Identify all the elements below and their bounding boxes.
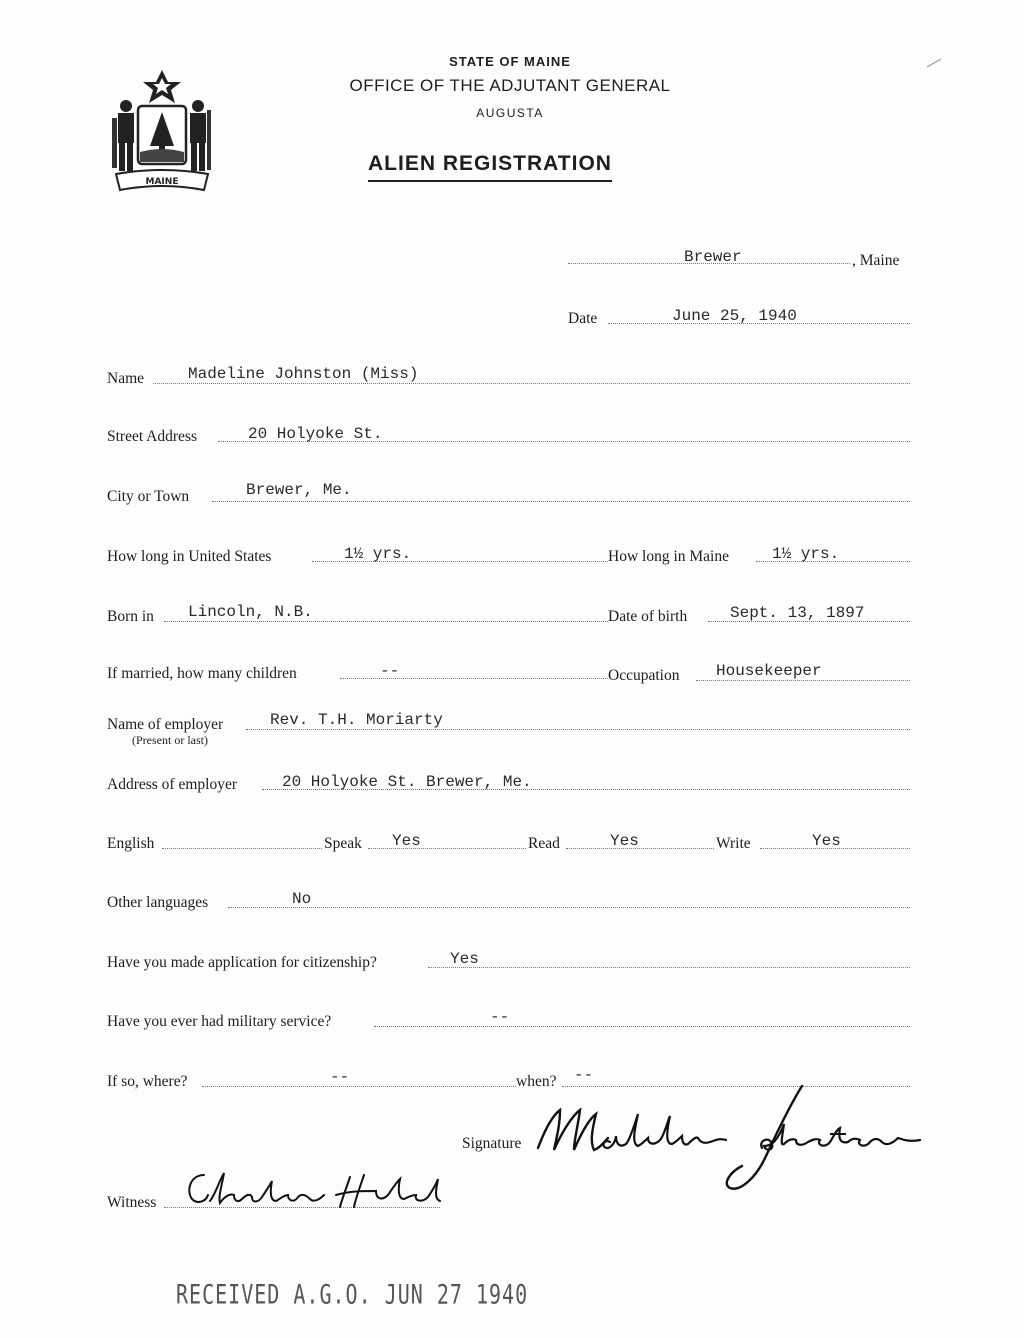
- born-in-label: Born in: [107, 608, 154, 625]
- city-label: City or Town: [107, 488, 190, 505]
- employer-address-value: 20 Holyoke St. Brewer, Me.: [282, 773, 532, 791]
- speak-value: Yes: [392, 832, 421, 850]
- pencil-tick-mark-icon: [926, 58, 942, 68]
- employer-address-label: Address of employer: [107, 776, 237, 793]
- other-languages-label: Other languages: [107, 894, 209, 911]
- city-value: Brewer, Me.: [246, 481, 352, 499]
- signature-label: Signature: [462, 1135, 522, 1152]
- occupation-label: Occupation: [608, 667, 680, 684]
- when-label: when?: [516, 1073, 557, 1090]
- street-value: 20 Holyoke St.: [248, 425, 383, 443]
- received-stamp: RECEIVED A.G.O. JUN 27 1940: [176, 1278, 529, 1311]
- witness-label: Witness: [107, 1194, 157, 1211]
- write-value: Yes: [812, 832, 841, 850]
- military-label: Have you ever had military service?: [107, 1013, 332, 1030]
- seal-banner-text: MAINE: [145, 177, 179, 187]
- english-label: English: [107, 835, 155, 852]
- born-in-line: [164, 621, 608, 622]
- born-in-value: Lincoln, N.B.: [188, 603, 313, 621]
- write-label: Write: [716, 835, 751, 852]
- handwritten-signature-johnston: [530, 1080, 960, 1200]
- speak-label: Speak: [324, 835, 362, 852]
- where-value: --: [330, 1068, 350, 1086]
- state-heading: STATE OF MAINE: [449, 54, 571, 69]
- street-label: Street Address: [107, 428, 197, 445]
- name-line: [153, 383, 910, 384]
- children-value: --: [380, 662, 400, 680]
- citizenship-value: Yes: [450, 950, 479, 968]
- city-heading: AUGUSTA: [476, 106, 544, 120]
- military-value: --: [490, 1008, 510, 1026]
- office-heading: OFFICE OF THE ADJUTANT GENERAL: [349, 76, 671, 95]
- where-label: If so, where?: [107, 1073, 188, 1090]
- military-line: [374, 1026, 910, 1027]
- city-line: [212, 501, 910, 502]
- how-long-maine-value: 1½ yrs.: [772, 545, 840, 563]
- read-value: Yes: [610, 832, 639, 850]
- employer-value: Rev. T.H. Moriarty: [270, 711, 443, 729]
- occupation-value: Housekeeper: [716, 662, 822, 680]
- handwritten-signature-witness-hatch: [180, 1165, 450, 1221]
- maine-suffix: , Maine: [852, 252, 900, 269]
- citizenship-line: [428, 967, 910, 968]
- employer-sublabel: (Present or last): [132, 733, 208, 747]
- english-line: [162, 848, 322, 849]
- read-label: Read: [528, 835, 560, 852]
- maine-state-seal-icon: [108, 66, 216, 192]
- occupation-line: [696, 680, 910, 681]
- citizenship-label: Have you made application for citizenship?: [107, 954, 377, 971]
- other-languages-value: No: [292, 890, 312, 908]
- form-title: ALIEN REGISTRATION: [368, 152, 612, 182]
- town-value: Brewer: [684, 248, 742, 266]
- name-value: Madeline Johnston (Miss): [188, 365, 419, 383]
- how-long-us-label: How long in United States: [107, 548, 272, 565]
- date-value: June 25, 1940: [672, 307, 797, 325]
- how-long-maine-label: How long in Maine: [608, 548, 729, 565]
- dob-label: Date of birth: [608, 608, 688, 625]
- how-long-us-value: 1½ yrs.: [344, 545, 412, 563]
- read-line: [566, 848, 714, 849]
- name-label: Name: [107, 370, 145, 387]
- where-line: [202, 1086, 516, 1087]
- children-label: If married, how many children: [107, 665, 297, 682]
- employer-label: Name of employer: [107, 716, 224, 733]
- employer-line: [246, 729, 910, 730]
- date-label: Date: [568, 310, 598, 327]
- dob-value: Sept. 13, 1897: [730, 604, 865, 622]
- when-value: --: [574, 1066, 594, 1084]
- other-languages-line: [228, 907, 910, 908]
